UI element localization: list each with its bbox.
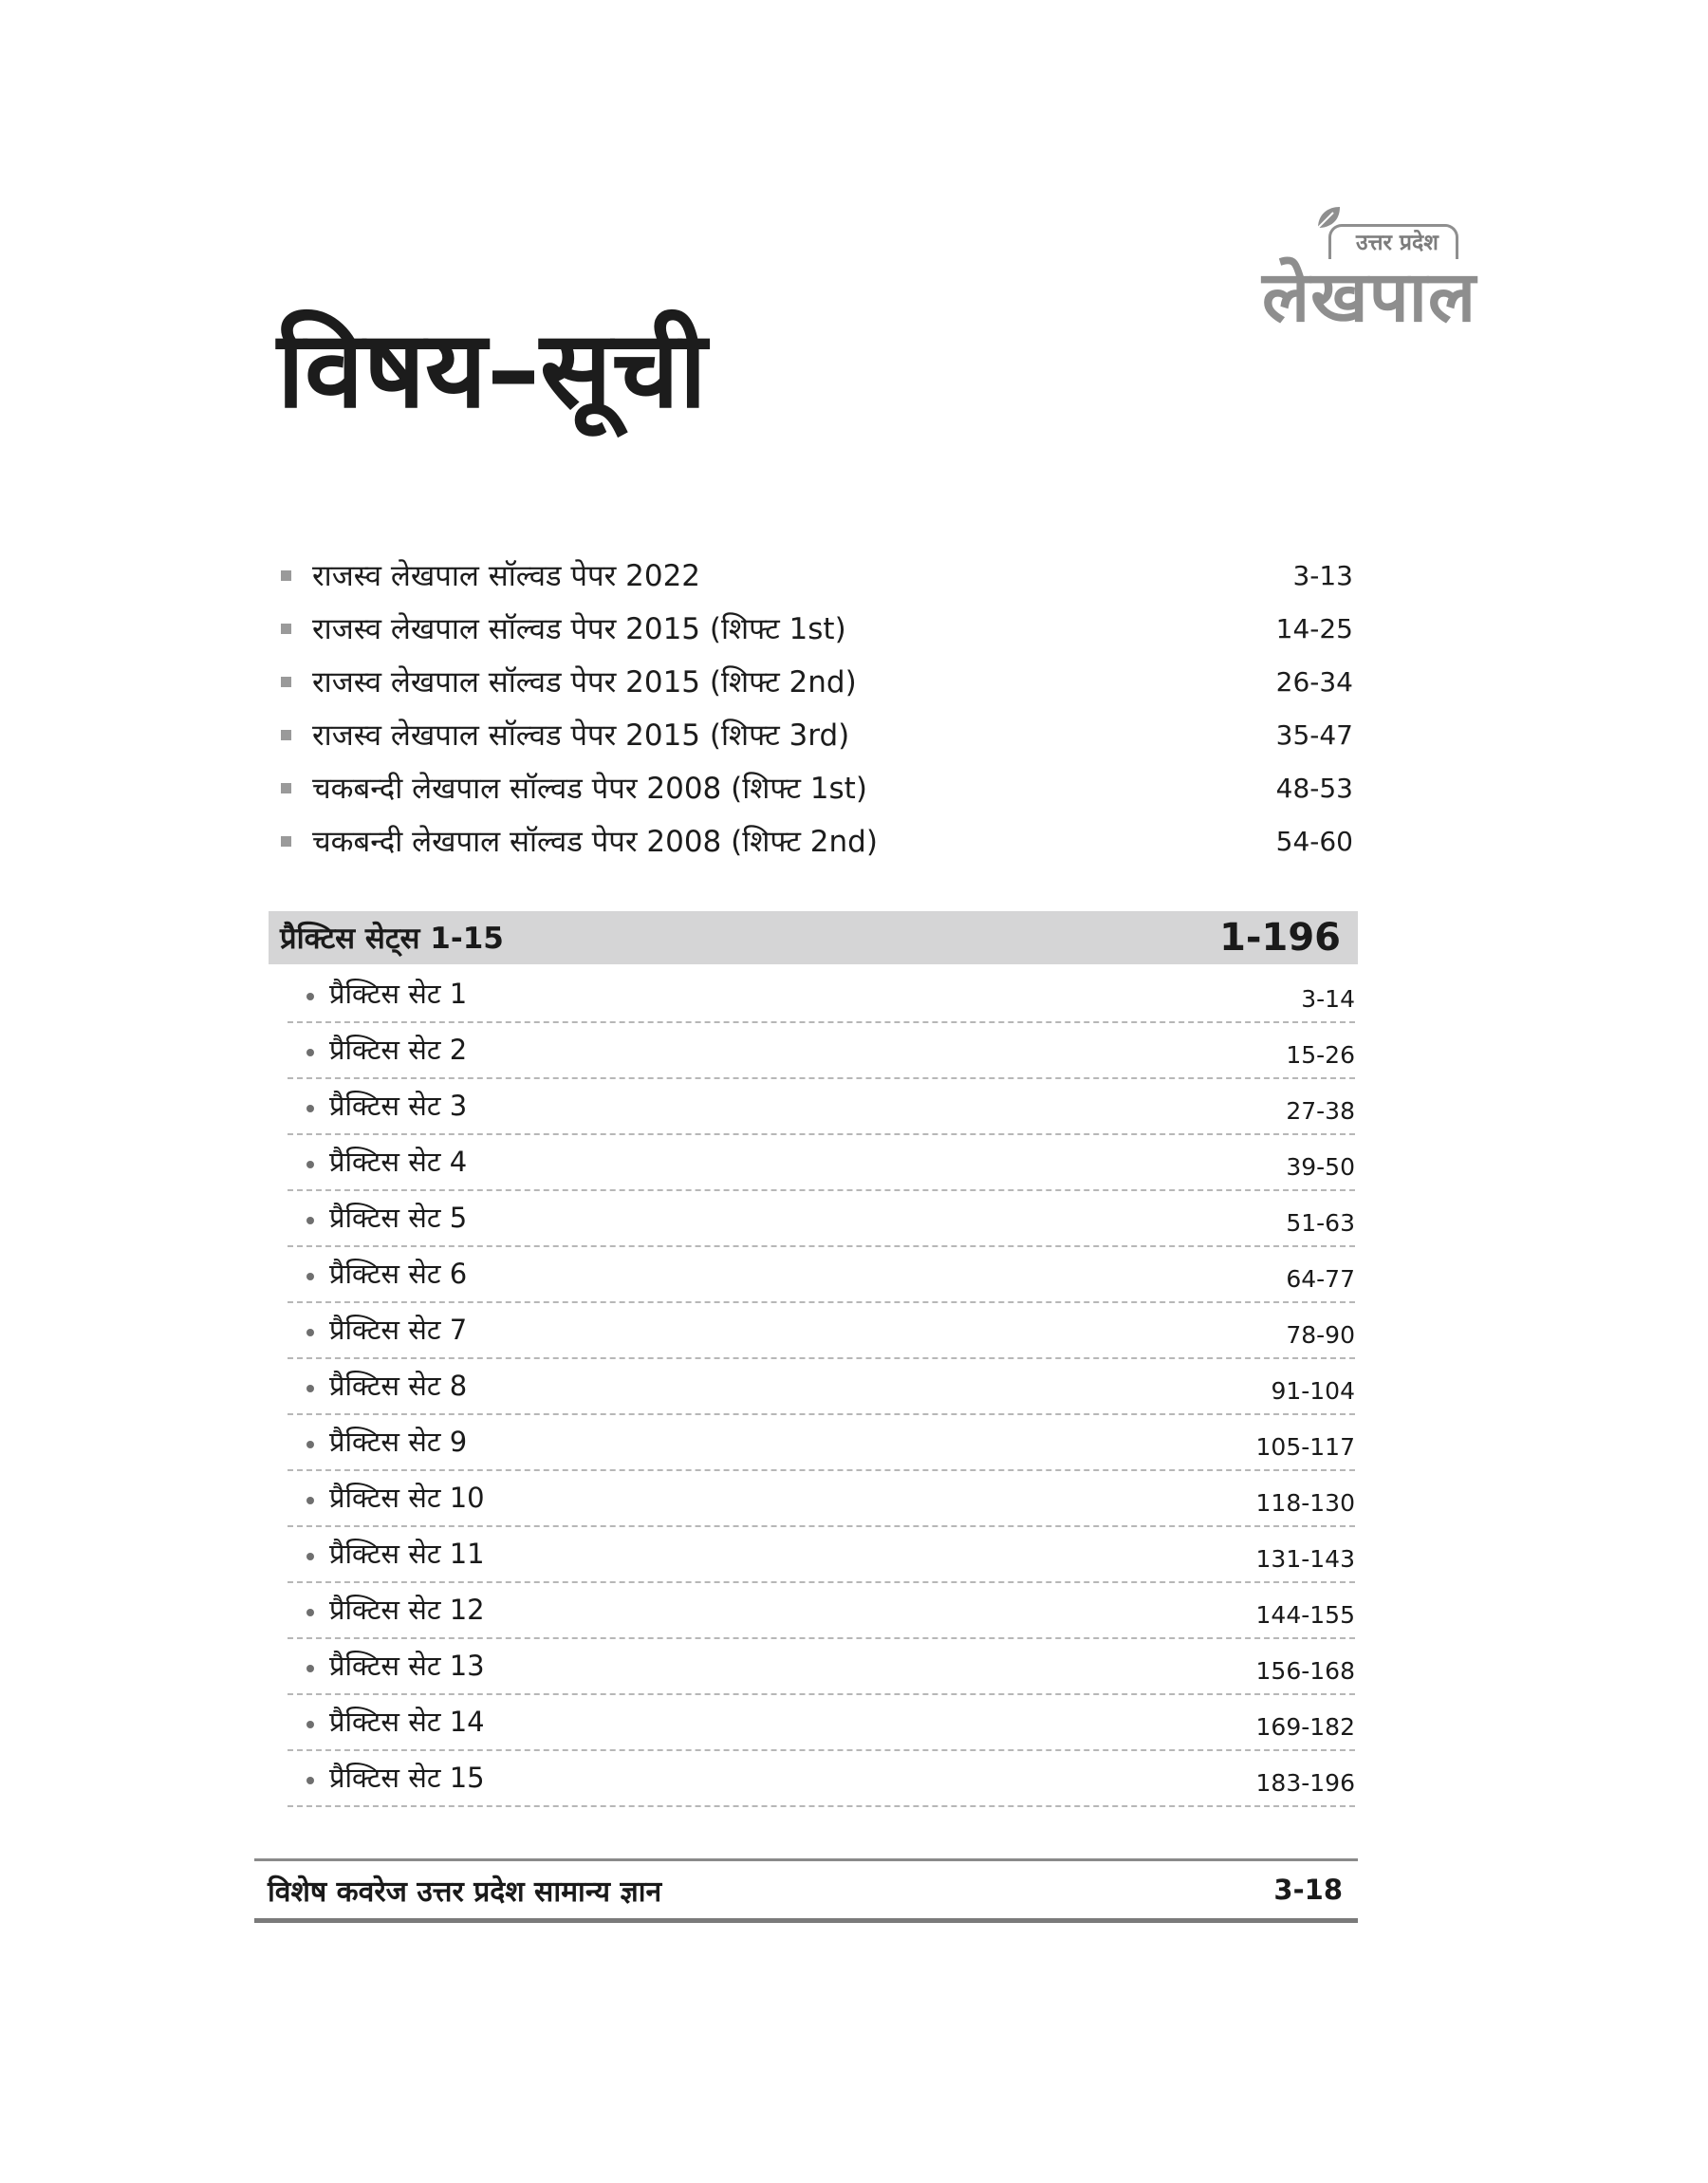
practice-set-pages: 144-155	[1255, 1601, 1355, 1629]
section-pages: 1-196	[1219, 916, 1341, 960]
practice-set-pages: 15-26	[1286, 1041, 1355, 1069]
practice-set-item[interactable]	[288, 1751, 1355, 1807]
square-bullet-icon	[281, 783, 291, 793]
practice-set-item[interactable]	[288, 1079, 1355, 1135]
section-label: प्रैक्टिस सेट्स 1-15	[280, 922, 504, 956]
practice-set-pages: 118-130	[1255, 1489, 1355, 1517]
bullet-icon	[306, 993, 314, 1000]
practice-set-pages: 51-63	[1286, 1209, 1355, 1237]
practice-set-label: प्रैक्टिस सेट 9	[329, 1426, 468, 1458]
toc-item[interactable]	[281, 549, 1353, 602]
practice-set-pages: 156-168	[1255, 1657, 1355, 1685]
toc-item-pages: 35-47	[1275, 718, 1353, 751]
bullet-icon	[306, 1665, 314, 1672]
practice-set-item[interactable]	[288, 1135, 1355, 1191]
practice-set-label: प्रैक्टिस सेट 3	[329, 1090, 468, 1122]
practice-set-label: प्रैक्टिस सेट 15	[329, 1762, 485, 1794]
practice-set-label: प्रैक्टिस सेट 4	[329, 1146, 468, 1178]
toc-item-label: राजस्व लेखपाल सॉल्वड पेपर 2022	[312, 559, 701, 593]
toc-item-label: चकबन्दी लेखपाल सॉल्वड पेपर 2008 (शिफ्ट 1st)	[312, 772, 867, 806]
practice-set-label: प्रैक्टिस सेट 6	[329, 1258, 468, 1290]
toc-item[interactable]	[281, 708, 1353, 761]
practice-set-pages: 27-38	[1286, 1097, 1355, 1125]
practice-set-item[interactable]	[288, 1247, 1355, 1303]
bullet-icon	[306, 1497, 314, 1504]
practice-set-label: प्रैक्टिस सेट 2	[329, 1034, 468, 1066]
practice-set-pages: 91-104	[1271, 1377, 1355, 1405]
bullet-icon	[306, 1721, 314, 1728]
bullet-icon	[306, 1441, 314, 1448]
practice-set-label: प्रैक्टिस सेट 7	[329, 1314, 468, 1346]
bullet-icon	[306, 1385, 314, 1392]
bullet-icon	[306, 1217, 314, 1224]
toc-item-label: राजस्व लेखपाल सॉल्वड पेपर 2015 (शिफ्ट 2nd)	[312, 665, 857, 700]
practice-set-item[interactable]	[288, 1695, 1355, 1751]
square-bullet-icon	[281, 836, 291, 847]
toc-item-pages: 14-25	[1275, 612, 1353, 644]
practice-set-pages: 3-14	[1301, 985, 1355, 1013]
bullet-icon	[306, 1609, 314, 1616]
bullet-icon	[306, 1049, 314, 1056]
toc-item-label: चकबन्दी लेखपाल सॉल्वड पेपर 2008 (शिफ्ट 2nd)	[312, 825, 878, 859]
toc-item[interactable]	[281, 655, 1353, 708]
practice-set-item[interactable]	[288, 1639, 1355, 1695]
practice-set-item[interactable]	[288, 1023, 1355, 1079]
special-coverage-label: विशेष कवरेज उत्तर प्रदेश सामान्य ज्ञान	[268, 1875, 662, 1909]
special-coverage-row[interactable]	[254, 1858, 1358, 1923]
practice-set-label: प्रैक्टिस सेट 5	[329, 1202, 468, 1234]
toc-item[interactable]	[281, 814, 1353, 868]
special-coverage-pages: 3-18	[1273, 1874, 1343, 1906]
toc-item-pages: 26-34	[1275, 665, 1353, 698]
square-bullet-icon	[281, 570, 291, 581]
practice-set-item[interactable]	[288, 1471, 1355, 1527]
toc-item-label: राजस्व लेखपाल सॉल्वड पेपर 2015 (शिफ्ट 3rd)	[312, 718, 850, 753]
bullet-icon	[306, 1553, 314, 1560]
solved-papers-list	[281, 549, 1353, 868]
toc-item[interactable]	[281, 602, 1353, 655]
square-bullet-icon	[281, 677, 291, 687]
brand-logo	[1262, 199, 1547, 342]
brand-tag: उत्तर प्रदेश	[1328, 224, 1458, 259]
practice-set-pages: 64-77	[1286, 1265, 1355, 1293]
practice-set-item[interactable]	[288, 1527, 1355, 1583]
practice-set-item[interactable]	[288, 1191, 1355, 1247]
practice-set-label: प्रैक्टिस सेट 13	[329, 1650, 485, 1682]
brand-word: लेखपाल	[1262, 256, 1477, 338]
bullet-icon	[306, 1329, 314, 1336]
practice-sets-header[interactable]	[269, 911, 1358, 964]
practice-set-pages: 183-196	[1255, 1769, 1355, 1797]
page-title: विषय–सूची	[277, 308, 707, 432]
bullet-icon	[306, 1273, 314, 1280]
practice-set-pages: 78-90	[1286, 1321, 1355, 1349]
practice-set-item[interactable]	[288, 1415, 1355, 1471]
toc-item-pages: 3-13	[1292, 559, 1353, 591]
practice-set-label: प्रैक्टिस सेट 12	[329, 1594, 485, 1626]
square-bullet-icon	[281, 624, 291, 634]
practice-set-pages: 105-117	[1255, 1433, 1355, 1461]
practice-set-label: प्रैक्टिस सेट 11	[329, 1538, 485, 1570]
practice-set-label: प्रैक्टिस सेट 8	[329, 1370, 468, 1402]
practice-set-item[interactable]	[288, 1303, 1355, 1359]
toc-item-pages: 48-53	[1275, 772, 1353, 804]
practice-set-item[interactable]	[288, 967, 1355, 1023]
practice-set-pages: 131-143	[1255, 1545, 1355, 1573]
practice-set-item[interactable]	[288, 1583, 1355, 1639]
practice-set-item[interactable]	[288, 1359, 1355, 1415]
practice-set-label: प्रैक्टिस सेट 14	[329, 1706, 485, 1738]
practice-set-label: प्रैक्टिस सेट 1	[329, 978, 468, 1010]
toc-item-label: राजस्व लेखपाल सॉल्वड पेपर 2015 (शिफ्ट 1st)	[312, 612, 846, 646]
toc-item-pages: 54-60	[1275, 825, 1353, 857]
square-bullet-icon	[281, 730, 291, 740]
practice-sets-list	[288, 967, 1355, 1807]
bullet-icon	[306, 1105, 314, 1112]
bullet-icon	[306, 1161, 314, 1168]
practice-set-pages: 39-50	[1286, 1153, 1355, 1181]
practice-set-label: प्रैक्टिस सेट 10	[329, 1482, 485, 1514]
toc-item[interactable]	[281, 761, 1353, 814]
practice-set-pages: 169-182	[1255, 1713, 1355, 1741]
bullet-icon	[306, 1777, 314, 1784]
